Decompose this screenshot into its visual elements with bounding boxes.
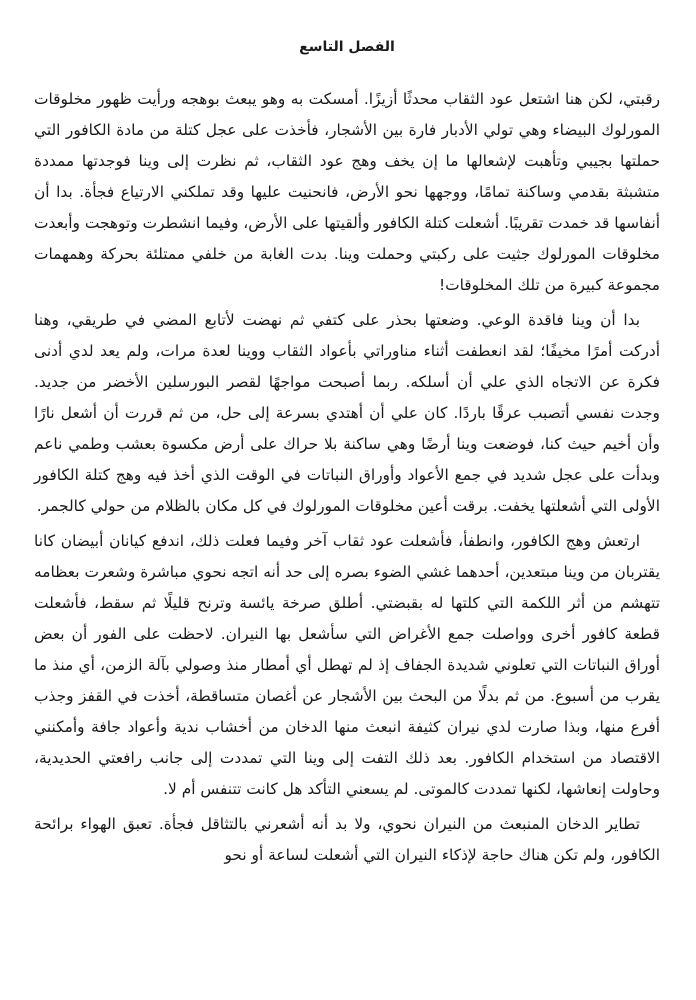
- paragraph-4: تطاير الدخان المنبعث من النيران نحوي، ولا بد أنه أشعرني بالتثاقل فجأة. تعبق الهواء برائحة الكافور، ولم تكن هناك حاجة لإذكاء النيران التي أشعلت لساعة أو نحو: [34, 815, 660, 864]
- chapter-body: [34, 84, 660, 871]
- paragraph-2: بدا أن وينا فاقدة الوعي. وضعتها بحذر على كتفي ثم نهضت لأتابع المضي في طريقي، وهنا أدركت أمرًا مخيفًا؛ لقد انعطفت أثناء مناوراتي بأعواد الثقاب ووينا لعدة مرات، ولم يعد لدي أدنى فكرة عن الاتجاه الذي علي أن أسلكه. ربما أصبحت مواجهًا لقصر البورسلين الأخضر من جديد. وجدت نفسي أتصبب عرقًا باردًا. كان علي أن أهتدي بسرعة إلى حل، من ثم قررت أن أشعل نارًا وأن أخيم حيث كنا، فوضعت وينا أرضًا وهي ساكنة بلا حراك على أرض مكسوة بعشب وطمي ناعم وبدأت على عجل شديد في جمع الأعواد وأوراق النباتات في الوقت الذي أخذ فيه وهج كتلة الكافور الأولى التي أشعلتها يخفت. برقت أعين مخلوقات المورلوك في كل مكان بالظلام من حولي كالجمر.: [34, 311, 660, 515]
- paragraph-1: رقبتي، لكن هنا اشتعل عود الثقاب محدثًا أزيزًا. أمسكت به وهو يبعث بوهجه ورأيت ظهور مخلوقات المورلوك البيضاء وهي تولي الأدبار فارة بين الأشجار، فأخذت على عجل كتلة من مادة الكافور التي حملتها بجيبي وتأهبت لإشعالها ما إن يخف وهج عود الثقاب، ثم نظرت إلى وينا فوجدتها ممددة متشبثة بقدمي وساكنة تمامًا، ووجهها نحو الأرض، فانحنيت عليها وقد تملكني الارتياع فجأة. بدا أن أنفاسها قد خمدت تقريبًا. أشعلت كتلة الكافور وألقيتها على الأرض، وفيما انشطرت وتوهجت وأبعدت مخلوقات المورلوك جثيت على ركبتي وحملت وينا. بدت الغابة من خلفي ممتلئة بحركة وهمهمات مجموعة كبيرة من تلك المخلوقات!: [34, 90, 660, 294]
- chapter-title: الفصل التاسع: [299, 39, 395, 55]
- paragraph-3: ارتعش وهج الكافور، وانطفأ، فأشعلت عود ثقاب آخر وفيما فعلت ذلك، اندفع كيانان أبيضان كانا يقتربان من وينا مبتعدين، أحدهما غشي الضوء بصره إلى حد أنه اتجه نحوي مباشرة وشعرت بعظامه تتهشم من أثر اللكمة التي كلتها له بقبضتي. أطلق صرخة يائسة وترنح قليلًا ثم سقط، فأشعلت قطعة كافور أخرى وواصلت جمع الأغراض التي سأشعل بها النيران. لاحظت على الفور أن بعض أوراق النباتات التي تعلوني شديدة الجفاف إذ لم تهطل أي أمطار منذ وصولي بآلة الزمن، أي منذ ما يقرب من أسبوع. من ثم بدلًا من البحث بين الأشجار عن أغصان متساقطة، أخذت في القفز وجذب أفرع منها، وبذا صارت لدي نيران كثيفة انبعث منها الدخان من أخشاب ندية وأعواد جافة وأمكنني الاقتصاد من استخدام الكافور. بعد ذلك التفت إلى وينا التي تمددت إلى جانب رافعتي الحديدية، وحاولت إنعاشها، لكنها تمددت كالموتى. لم يسعني التأكد هل كانت تتنفس أم لا.: [34, 532, 660, 798]
